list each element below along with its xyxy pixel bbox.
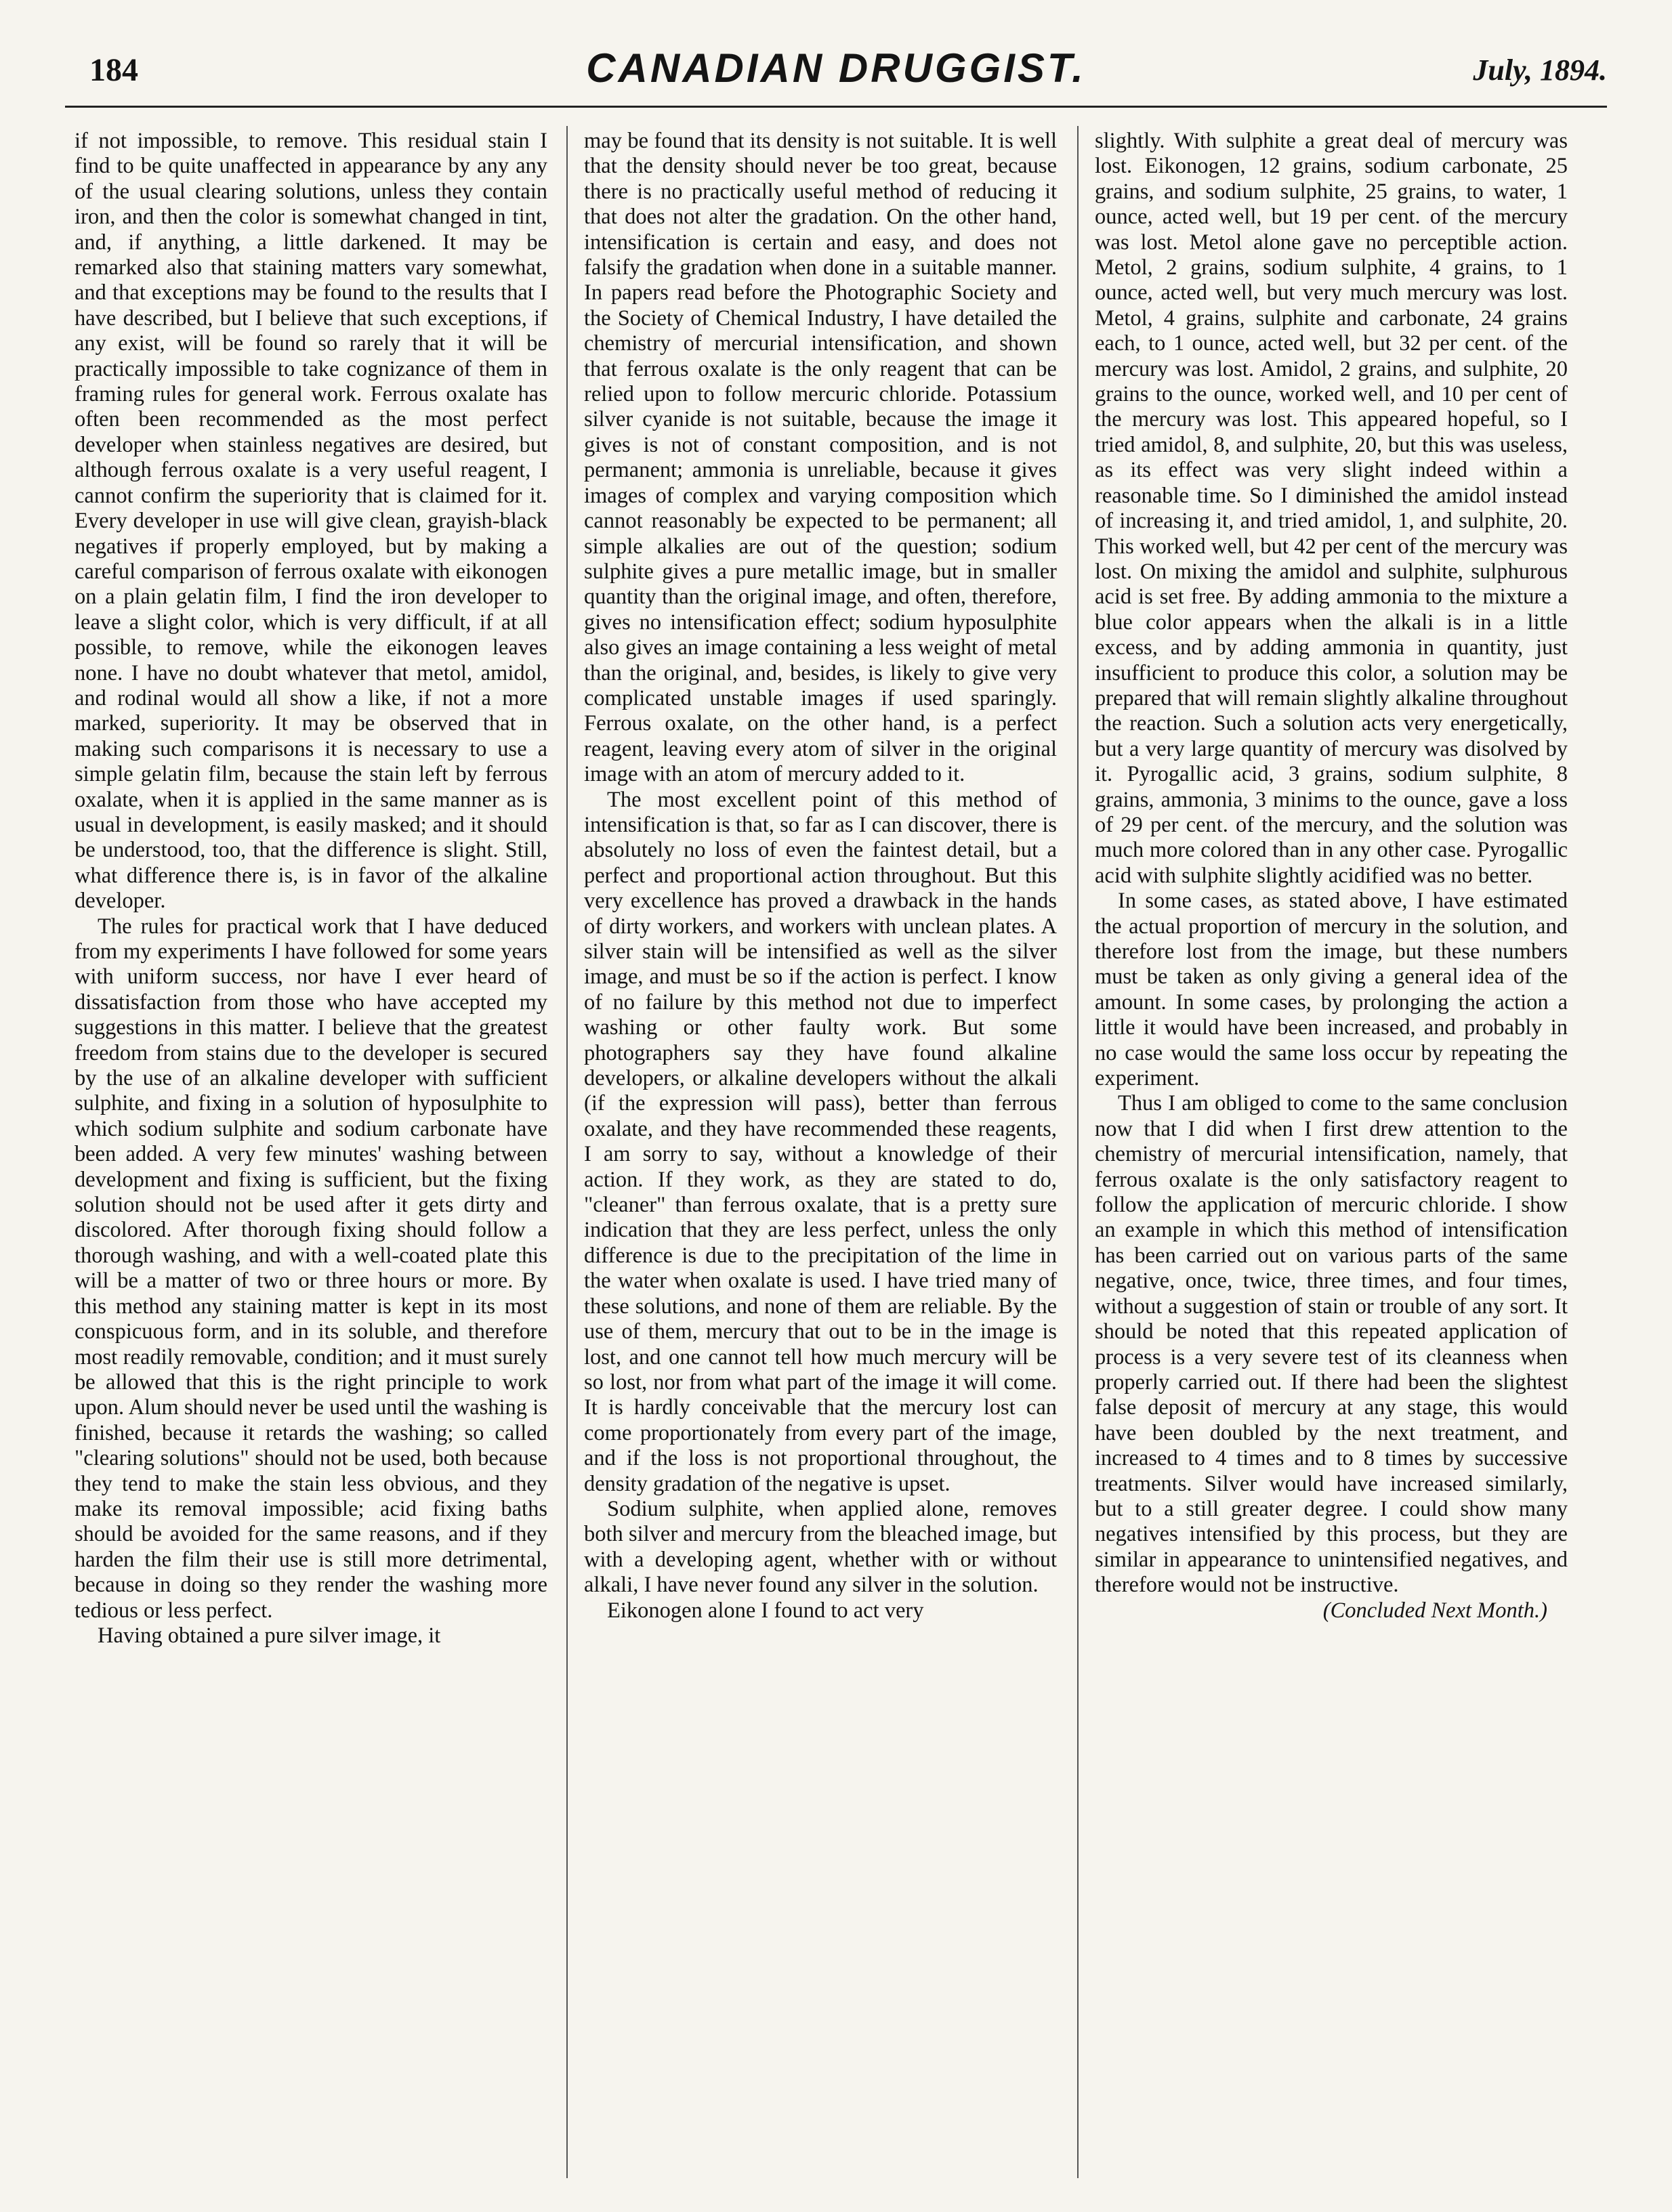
paragraph: if not impossible, to remove. This residual stain I find to be quite unaffected in appearance by any any of the usual clearing solutions, unless they contain iron, and then the color is somewhat changed in tint, and, if anything, a little darkened. It may be remarked also that staining matters vary somewhat, and that exceptions may be found to the results that I have described, but I believe that such exceptions, if any exist, will be found so rarely that it will be practically impossible to take cognizance of them in framing rules for general work. Ferrous oxalate has often been recommended as the most perfect developer when stainless negatives are desired, but although ferrous oxalate is a very useful reagent, I cannot confirm the superiority that is claimed for it. Every developer in use will give clean, grayish-black negatives if properly employed, but by making a careful comparison of ferrous oxalate with eikonogen on a plain gelatin film, I find the iron developer to leave a slight color, which is very difficult, if at all possible, to remove, while the eikonogen leaves none. I have no doubt whatever that metol, amidol, and rodinal would all show a like, if not a more marked, superiority. It may be observed that in making such comparisons it is necessary to use a simple gelatin film, because the stain left by ferrous oxalate, when it is applied in the same manner as is usual in development, is easily masked; and it should be understood, too, that the difference is slight. Still, what difference there is, is in favor of the alkaline developer.	[75, 129, 547, 914]
paragraph: slightly. With sulphite a great deal of mercury was lost. Eikonogen, 12 grains, sodium carbonate, 25 grains, and sodium sulphite, 25 grains, to water, 1 ounce, acted well, but 19 per cent. of the mercury was lost. Metol alone gave no perceptible action. Metol, 2 grains, sodium sulphite, 4 grains, to 1 ounce, acted well, but very much mercury was lost. Metol, 4 grains, sulphite and carbonate, 24 grains each, to 1 ounce, acted well, but 32 per cent. of the mercury was lost. Amidol, 2 grains, and sulphite, 20 grains to the ounce, worked well, and 10 per cent of the mercury was lost. This appeared hopeful, so I tried amidol, 8, and sulphite, 20, but this was useless, as its effect was very slight indeed within a reasonable time. So I diminished the amidol instead of increasing it, and tried amidol, 1, and sulphite, 20. This worked well, but 42 per cent of the mercury was lost. On mixing the amidol and sulphite, sulphurous acid is set free. By adding ammonia to the mixture a blue color appears when the alkali is in a little excess, and by adding ammonia in quantity, just insufficient to produce this color, a solution may be prepared that will remain slightly alkaline throughout the reaction. Such a solution acts very energetically, but a very large quantity of mercury was disolved by it. Pyrogallic acid, 3 grains, sodium sulphite, 8 grains, ammonia, 3 minims to the ounce, gave a loss of 29 per cent. of the mercury, and the solution was much more colored than in any other case. Pyrogallic acid with sulphite slightly acidified was no better.	[1095, 129, 1568, 888]
text-column-3	[1095, 129, 1568, 2188]
paragraph: In some cases, as stated above, I have estimated the actual proportion of mercury in the solution, and therefore lost from the image, but these numbers must be taken as only giving a general idea of the amount. In some cases, by prolonging the action a little it would have been increased, and probably in no case would the same loss occur by repeating the experiment.	[1095, 889, 1568, 1091]
paragraph: Sodium sulphite, when applied alone, removes both silver and mercury from the bleached image, but with a developing agent, whether with or without alkali, I have never found any silver in the solution.	[584, 1496, 1057, 1598]
page-number: 184	[89, 52, 138, 88]
paragraph: may be found that its density is not suitable. It is well that the density should never be too great, because there is no practically useful method of reducing it that does not alter the gradation. On the other hand, intensification is certain and easy, and does not falsify the gradation when done in a suitable manner. In papers read before the Photographic Society and the Society of Chemical Industry, I have detailed the chemistry of mercurial intensification, and shown that ferrous oxalate is the only reagent that can be relied upon to follow mercuric chloride. Potassium silver cyanide is not suitable, because the image it gives is not of constant composition, and is not permanent; ammonia is unreliable, because it gives images of complex and varying composition which cannot reasonably be expected to be permanent; all simple alkalies are out of the question; sodium sulphite gives a pure metallic image, but in smaller quantity than the original image, and often, therefore, gives no intensification effect; sodium hyposulphite also gives an image containing a less weight of metal than the original, and, besides, is likely to give very complicated unstable images if used sparingly. Ferrous oxalate, on the other hand, is a perfect reagent, leaving every atom of silver in the original image with an atom of mercury added to it.	[584, 129, 1057, 787]
text-column-2	[584, 129, 1057, 2188]
column-divider	[1077, 126, 1079, 2178]
column-divider	[566, 126, 568, 2178]
paragraph: The rules for practical work that I have deduced from my experiments I have followed for some years with uniform success, nor have I ever heard of dissatisfaction from those who have accepted my suggestions in this matter. I believe that the greatest freedom from stains due to the developer is secured by the use of an alkaline developer with sufficient sulphite, and fixing in a solution of hyposulphite to which sodium sulphite and sodium carbonate have been added. A very few minutes' washing between development and fixing is sufficient, but the fixing solution should not be used after it gets dirty and discolored. After thorough fixing should follow a thorough washing, and with a well-coated plate this will be a matter of two or three hours or more. By this method any staining matter is kept in its most conspicuous form, and in its soluble, and therefore most readily removable, condition; and it must surely be allowed that this is the right principle to work upon. Alum should never be used until the washing is finished, because it retards the washing; so called "clearing solutions" should not be used, both because they tend to make the stain less obvious, and they make its removal impossible; acid fixing baths should be avoided for the same reasons, and if they harden the film their use is still more detrimental, because in doing so they render the washing more tedious or less perfect.	[75, 914, 547, 1623]
journal-title: CANADIAN DRUGGIST.	[586, 45, 1086, 91]
paragraph: The most excellent point of this method of intensification is that, so far as I can discover, there is absolutely no loss of even the faintest detail, but a perfect and proportional action throughout. But this very excellence has proved a drawback in the hands of dirty workers, and workers with unclean plates. A silver stain will be intensified as well as the silver image, and must be so if the action is perfect. I know of no failure by this method not due to imperfect washing or other faulty work. But some photographers say they have found alkaline developers, or alkaline developers without the alkali (if the expression will pass), better than ferrous oxalate, and they have recommended these reagents, I am sorry to say, without a knowledge of their action. If they work, as they are stated to do, "cleaner" than ferrous oxalate, that is a pretty sure indication that they are less perfect, unless the only difference is due to the precipitation of the lime in the water when oxalate is used. I have tried many of these solutions, and none of them are reliable. By the use of them, mercury that out to be in the image is lost, and one cannot tell how much mercury will be so lost, nor from what part of the image it will come. It is hardly conceivable that the mercury lost can come proportionately from every part of the image, and if the loss is not proportional throughout, the density gradation of the negative is upset.	[584, 787, 1057, 1496]
header-rule	[65, 106, 1607, 108]
paragraph: Eikonogen alone I found to act very	[607, 1598, 924, 1623]
issue-date: July, 1894.	[1473, 54, 1607, 87]
continuation-note: (Concluded Next Month.)	[1322, 1598, 1547, 1623]
page-header	[65, 45, 1607, 99]
text-column-1	[75, 129, 547, 2188]
paragraph: Having obtained a pure silver image, it	[98, 1623, 441, 1648]
paragraph: Thus I am obliged to come to the same conclusion now that I did when I first drew attention to the chemistry of mercurial intensification, namely, that ferrous oxalate is the only satisfactory reagent to follow the application of mercuric chloride. I show an example in which this method of intensification has been carried out on various parts of the same negative, once, twice, three times, and four times, without a suggestion of stain or trouble of any sort. It should be noted that this repeated application of process is a very severe test of its cleanness when properly carried out. If there had been the slightest false deposit of mercury at any stage, this would have been doubled by the next treatment, and increased to 4 times and to 8 times by successive treatments. Silver would have increased similarly, but to a still greater degree. I could show many negatives intensified by this process, but they are similar in appearance to unintensified negatives, and therefore would not be instructive.	[1095, 1091, 1568, 1598]
